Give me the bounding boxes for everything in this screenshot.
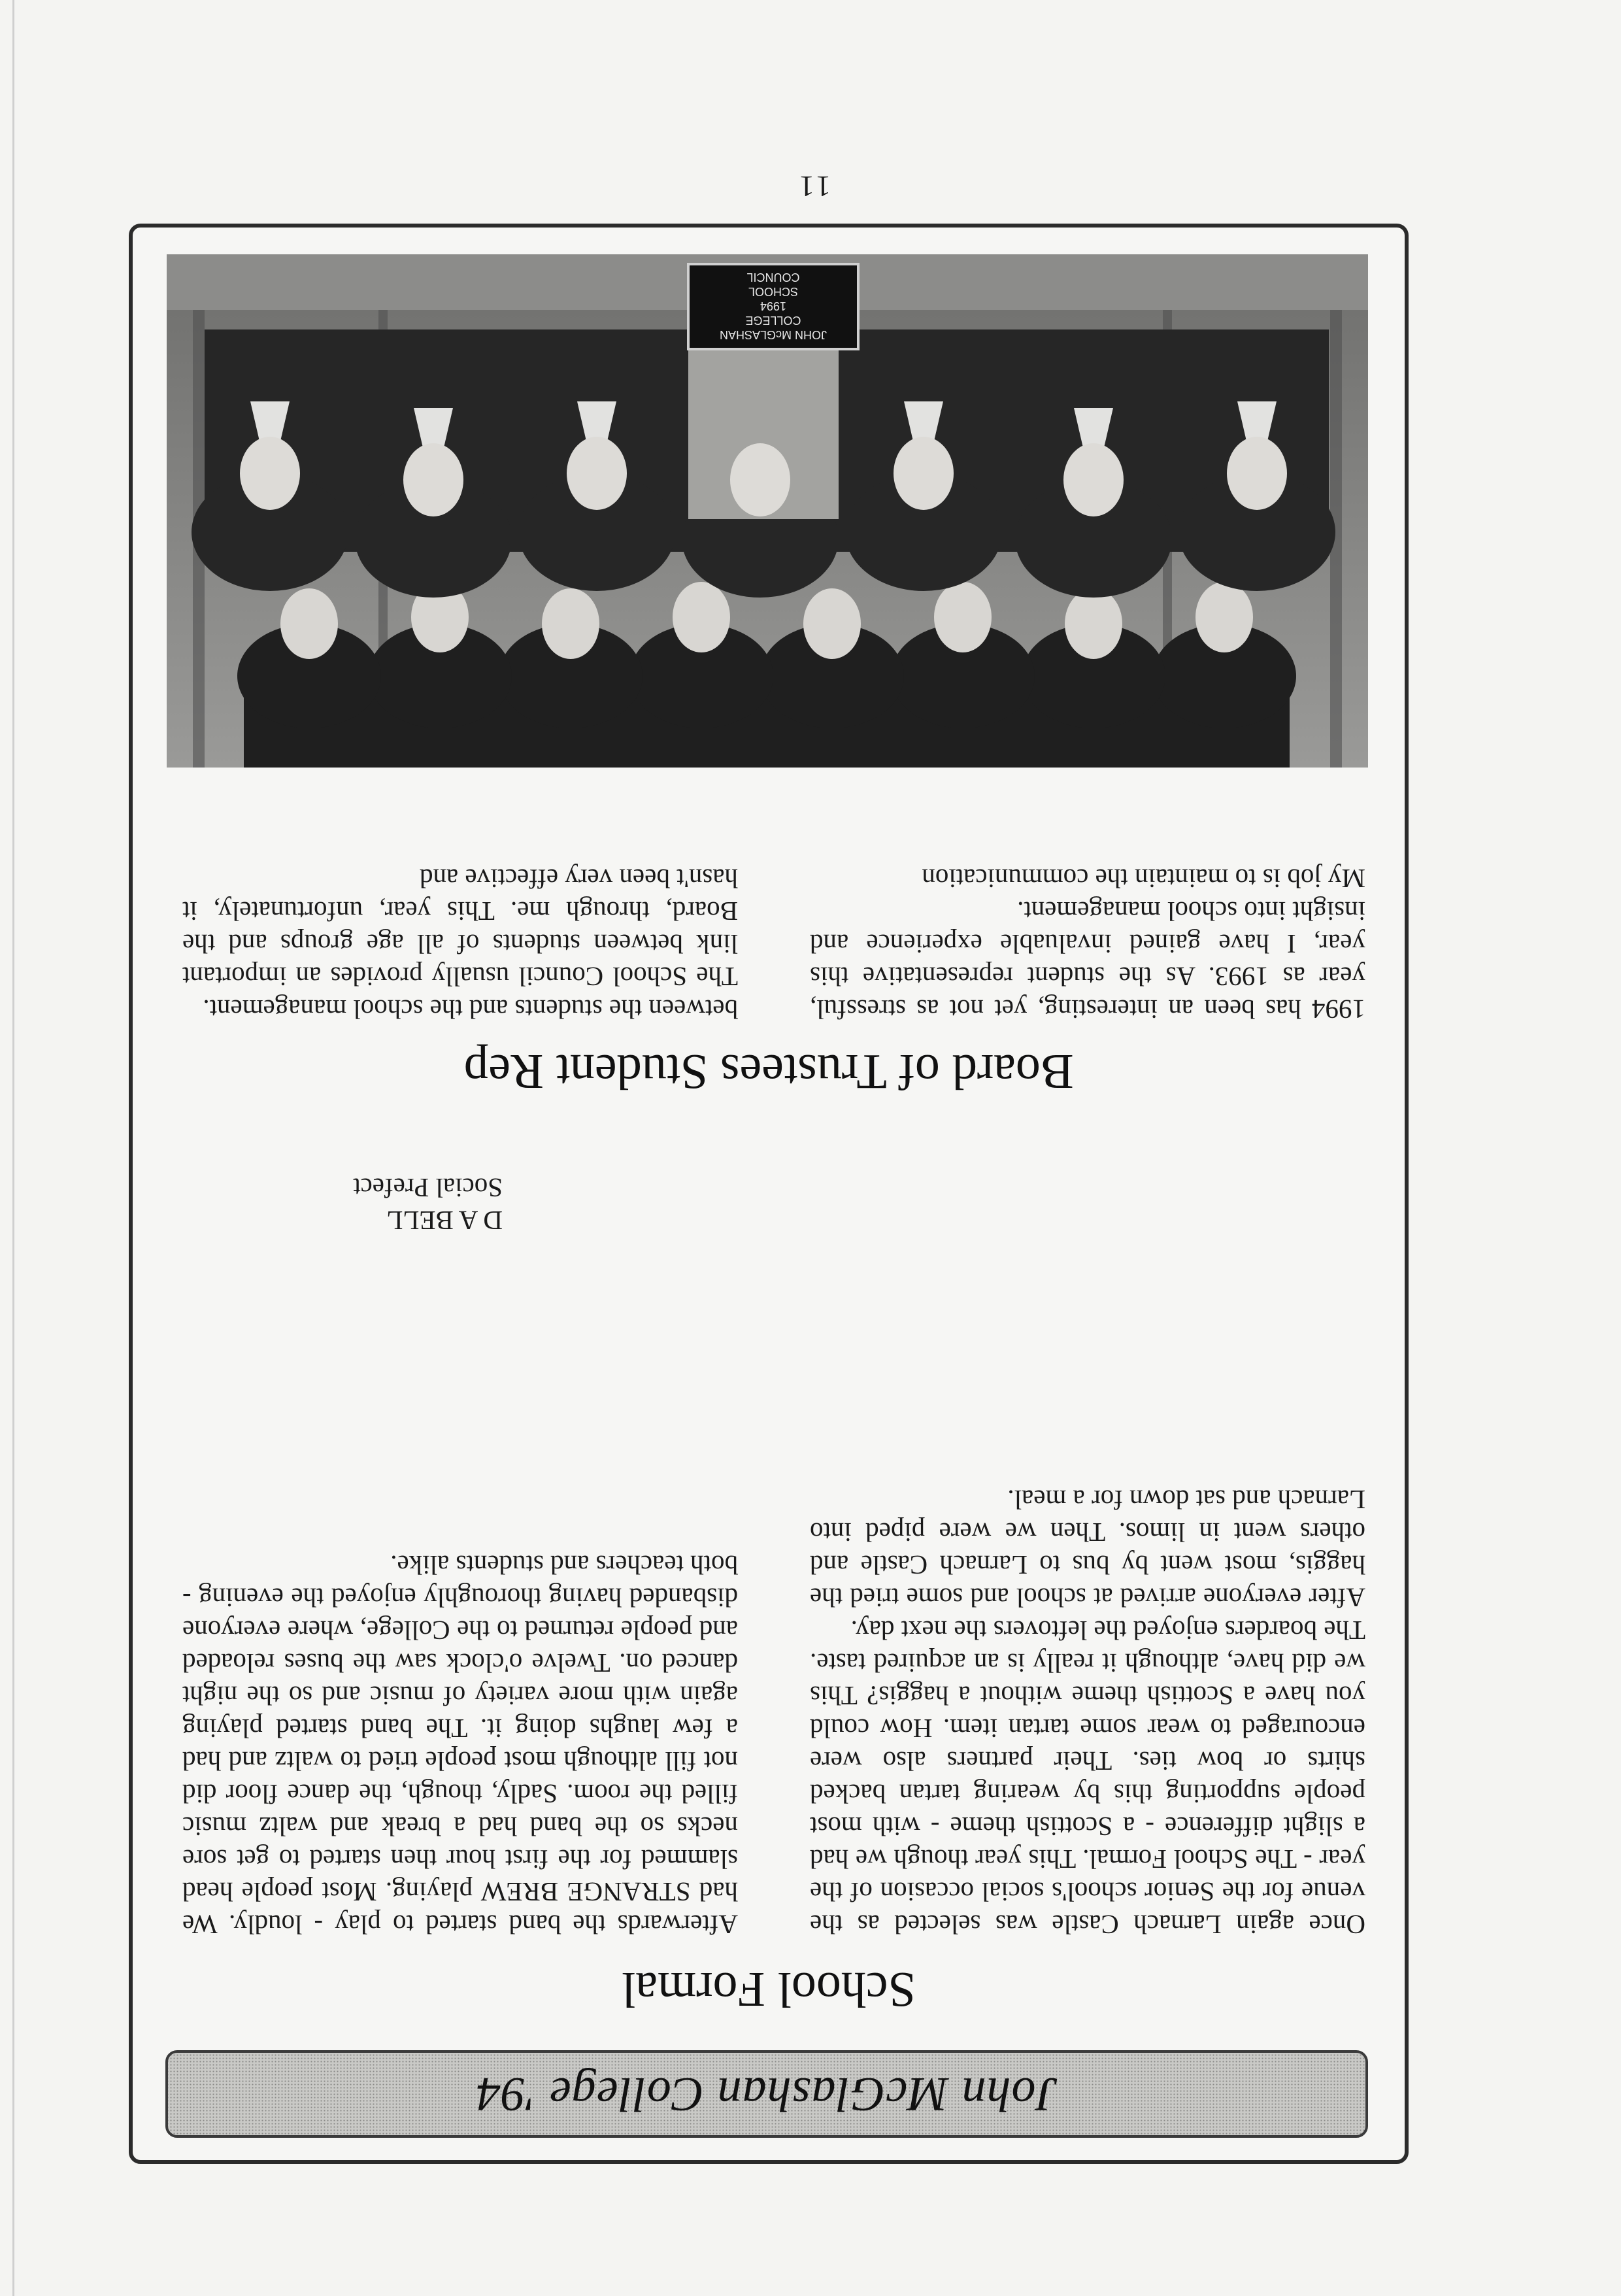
signature-name: D A BELL [386, 1206, 503, 1236]
paragraph: between the students and the school management. [203, 994, 738, 1024]
paragraph: The School Council usually provides an important link between students of all age groups and the Board, through me. This year, unfortunately, it hasn't been very effective and [182, 864, 738, 992]
title-banner [165, 2050, 1368, 2138]
scan-edge-line [12, 0, 14, 2296]
school-council-group-photo [167, 254, 1368, 768]
council-sign-board [688, 264, 858, 349]
board-rep-left-column [810, 862, 1365, 1026]
sign-line: JOHN McGLASHAN [719, 328, 827, 341]
paragraph: My job is to maintain the communication [922, 864, 1365, 894]
signature-role: Social Prefect [353, 1173, 503, 1203]
banner-title: John McGlashan College '94 [475, 2067, 1058, 2121]
sign-line: COUNCIL [746, 271, 800, 284]
sign-line: 1994 [760, 299, 787, 312]
paragraph: After everyone arrived at school and some tried the haggis, most went by bus to Larnach Castle and others went in limos. Then we were piped into Larnach and sat down for a meal. [810, 1485, 1365, 1613]
paragraph: Afterwards the band started to play - loudly. We had STRANGE BREW playing. Most people head slammed for the first hour then started to get sore necks so the band had a break and waltz music filled the room. Sadly, though, the dance floor did not fill although most people tried to waltz and had a few laughs doing it. The band started playing again with more variety of music and so the night danced on. Twelve o'clock saw the buses reloaded and people returned to the College, where everyone disbanded having thoroughly enjoyed the evening - both teachers and students alike. [182, 1550, 738, 1940]
signature-block [182, 1172, 738, 1237]
group-photo-image [167, 254, 1368, 768]
paragraph: Once again Larnach Castle was selected as the venue for the Senior school's social occasion of the year - The School Formal. This year though we had a slight difference - a Scottish theme - with most people supporting this by wearing tartan backed shirts or bow ties. Their partners also were encouraged to wear some tartan item. How could you have a Scottish theme without a haggis? This we did have, although it really is an acquired taste. The boarders enjoyed the leftovers the next day. [810, 1615, 1365, 1940]
board-rep-heading: Board of Trustees Student Rep [463, 1044, 1074, 1099]
school-formal-right-column [182, 1549, 738, 1941]
paragraph: 1994 has been an interesting, yet not as stressful, year as 1993. As the student representative this year, I have gained invaluable experience and insight into school management. [810, 896, 1365, 1024]
sign-line: COLLEGE [745, 314, 801, 327]
sign-line: SCHOOL [748, 285, 799, 298]
school-formal-heading: School Formal [622, 1962, 916, 2017]
school-formal-left-column [810, 1483, 1365, 1941]
page-number: 11 [796, 170, 831, 203]
board-rep-right-column [182, 862, 738, 1026]
page-frame [129, 224, 1409, 2164]
